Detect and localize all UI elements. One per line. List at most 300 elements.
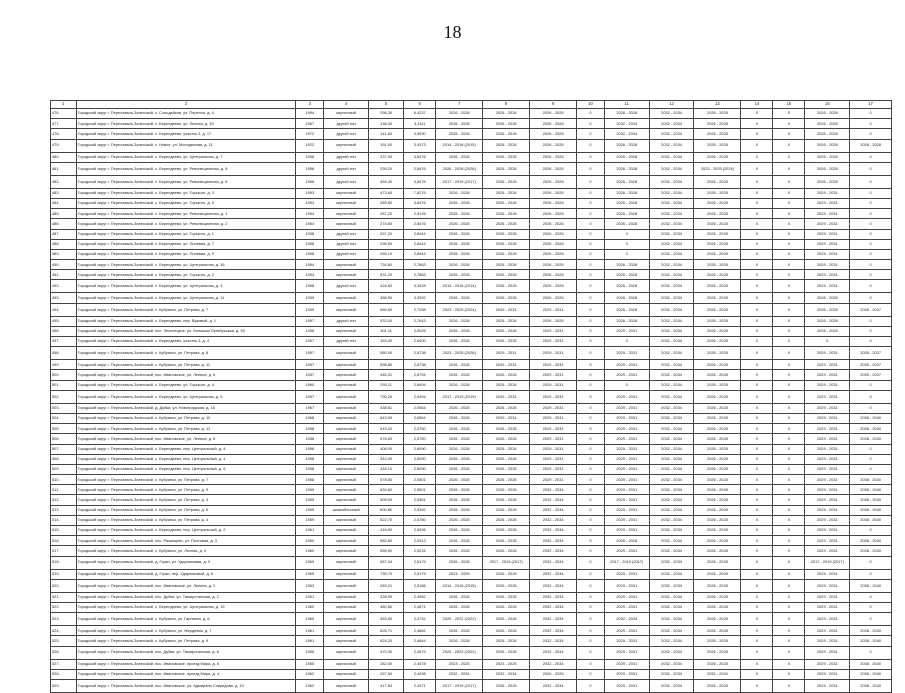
table-row — [51, 546, 892, 556]
table-cell: 0 — [850, 119, 892, 129]
table-cell: 2029 - 2031 — [483, 303, 530, 316]
table-row — [51, 556, 892, 569]
table-cell: 0 — [577, 659, 605, 669]
table-cell: 2026 - 2028 — [694, 129, 741, 139]
table-cell: 1957 — [296, 316, 324, 326]
table-cell: 2029 - 2031 — [604, 636, 649, 646]
table-cell: 0 — [577, 129, 605, 139]
table-cell: кирпичный — [324, 579, 369, 592]
table-cell: 2026 - 2028 — [483, 475, 530, 485]
table-row — [51, 229, 892, 239]
table-cell: 0 — [741, 293, 773, 303]
table-cell: 2032 - 2034 — [649, 198, 694, 208]
table-cell: 0 — [741, 239, 773, 249]
table-cell: 2026 - 2028 — [694, 602, 741, 612]
table-cell: 0 — [577, 119, 605, 129]
table-cell: 2029 - 2031 — [530, 413, 577, 423]
table-cell: 0 — [773, 515, 805, 525]
table-cell: 2032 - 2034 — [530, 569, 577, 579]
table-cell: кирпичный — [324, 626, 369, 636]
row-number-cell: 527. — [51, 659, 77, 669]
table-cell: 0 — [773, 636, 805, 646]
table-cell: 2026 - 2028 — [436, 546, 483, 556]
table-cell: 2026 - 2028 — [694, 485, 741, 495]
table-row — [51, 260, 892, 270]
address-cell: Городской округ г. Переславль-Залесский, с. Берендеево, ул. Центральная, д. 16 — [76, 260, 296, 270]
table-cell: 2026 - 2028 — [694, 209, 741, 219]
table-cell: 2026 - 2028 — [483, 249, 530, 259]
address-cell: Городской округ г. Переславль-Залесский, с. Берендеево, пер. Центральный, д. 2 — [76, 526, 296, 536]
table-cell: 2038 - 2040 — [850, 626, 892, 636]
table-cell: 2029 - 2031 — [805, 390, 850, 403]
row-number-cell: 511. — [51, 485, 77, 495]
table-cell: 2029 - 2031 — [805, 260, 850, 270]
table-cell: 2032 - 2034 — [649, 613, 694, 626]
table-cell: 2029 - 2031 — [805, 209, 850, 219]
table-cell: 2029 - 2031 — [805, 592, 850, 602]
table-cell: 2026 - 2028 — [483, 260, 530, 270]
address-cell: Городской округ г. Переславль-Залесский, пос. Ивановское, ул. Ленина, д. 6 — [76, 370, 296, 380]
table-cell: 2032 - 2034 — [649, 444, 694, 454]
table-cell: 2026 - 2028 — [530, 175, 577, 188]
table-cell: 2026 - 2028 — [436, 129, 483, 139]
table-cell: 2,4871 — [404, 602, 436, 612]
table-cell: 2026 - 2028 — [436, 485, 483, 495]
table-cell: 2,6494 — [404, 380, 436, 390]
table-cell: 2,5186 — [404, 579, 436, 592]
table-cell: 0 — [577, 175, 605, 188]
table-row — [51, 280, 892, 293]
table-cell: 2026 - 2028 — [694, 139, 741, 152]
table-cell: 0 — [577, 646, 605, 659]
table-row — [51, 434, 892, 444]
table-cell: 0 — [741, 646, 773, 659]
table-cell: 1967 — [296, 119, 324, 129]
table-cell: 2029 - 2031 — [805, 198, 850, 208]
table-cell: 1958 — [296, 464, 324, 474]
table-cell: 2,4644 — [404, 636, 436, 646]
table-cell: 2,8476 — [404, 219, 436, 229]
table-cell: 2026 - 2028 — [694, 679, 741, 692]
table-row — [51, 219, 892, 229]
table-cell: 2032 - 2034 — [649, 579, 694, 592]
table-cell: 2026 - 2028 — [483, 495, 530, 505]
column-number: 9 — [530, 101, 577, 109]
table-cell: 0 — [773, 526, 805, 536]
table-cell: 418,10 — [369, 464, 404, 474]
table-cell: 2026 - 2028 — [805, 139, 850, 152]
table-cell: 2032 - 2034 — [649, 546, 694, 556]
table-cell: 2038 - 2040 — [850, 536, 892, 546]
table-cell: 2,8476 — [404, 162, 436, 175]
table-cell: другой тип — [324, 337, 369, 347]
table-cell: 1954 — [296, 219, 324, 229]
table-cell: 1953 — [296, 579, 324, 592]
table-cell: кирпичный — [324, 109, 369, 119]
table-cell: 2,5216 — [404, 546, 436, 556]
table-cell: 2026 - 2028 — [436, 536, 483, 546]
table-row — [51, 403, 892, 413]
table-cell: 2026 - 2028 — [530, 219, 577, 229]
table-cell: 2029 - 2031 — [805, 413, 850, 423]
table-cell: 2032 - 2034 — [649, 280, 694, 293]
table-cell: 2026 - 2028 — [694, 569, 741, 579]
table-cell: 0 — [577, 569, 605, 579]
table-cell: 2029 - 2031 — [805, 659, 850, 669]
table-cell: 0 — [773, 229, 805, 239]
table-cell: 0 — [741, 592, 773, 602]
table-cell: 2029 - 2031 — [805, 526, 850, 536]
table-cell: 2029 - 2031 — [530, 390, 577, 403]
table-cell: 2029 - 2031 — [530, 403, 577, 413]
address-cell: Городской округ г. Переславль-Залесский, с. Кубринск, ул. Петрова, д. 7 — [76, 475, 296, 485]
table-cell: 0 — [773, 579, 805, 592]
table-cell: 0 — [604, 239, 649, 249]
table-cell: 2,5501 — [404, 485, 436, 495]
table-cell: 2,6400 — [404, 337, 436, 347]
table-cell: 2029 - 2031 — [530, 326, 577, 336]
table-cell: 2032 - 2034 — [649, 592, 694, 602]
table-cell: 576,60 — [369, 434, 404, 444]
table-cell: 2017 - 2019 (2017) — [805, 556, 850, 569]
table-cell: 2,0564 — [404, 403, 436, 413]
table-cell: 0 — [577, 556, 605, 569]
table-cell: 2,5780 — [404, 515, 436, 525]
table-cell: 2032 - 2034 — [649, 602, 694, 612]
table-cell: 1967 — [296, 337, 324, 347]
table-row — [51, 454, 892, 464]
table-cell: 2026 - 2028 — [604, 293, 649, 303]
table-cell: 2026 - 2028 — [483, 162, 530, 175]
table-cell: 2035 - 2037 — [850, 303, 892, 316]
table-cell: 2032 - 2034 — [649, 293, 694, 303]
table-cell: 0 — [773, 380, 805, 390]
table-cell: 2029 - 2031 — [604, 370, 649, 380]
table-cell: 2026 - 2028 — [483, 280, 530, 293]
table-cell: 2026 - 2028 — [483, 209, 530, 219]
table-cell: кирпичный — [324, 592, 369, 602]
table-cell: 2,6738 — [404, 347, 436, 360]
table-cell: 2029 - 2031 — [805, 270, 850, 280]
address-cell: Городской округ г. Переславль-Залесский, с. Берендеево, пер. Вузовый, д. 1 — [76, 316, 296, 326]
table-cell: 2032 - 2034 — [649, 129, 694, 139]
table-cell: 2026 - 2028 — [436, 380, 483, 390]
row-number-cell: 487. — [51, 229, 77, 239]
table-cell: 2017 - 2019 (2017) — [604, 556, 649, 569]
table-cell: 2026 - 2028 — [483, 526, 530, 536]
table-cell: 2026 - 2028 — [436, 626, 483, 636]
table-cell: 0 — [741, 444, 773, 454]
table-row — [51, 129, 892, 139]
address-cell: Городской округ г. Переславль-Залесский, с. Кубринск, ул. Гарнизон, д. 6 — [76, 613, 296, 626]
table-cell: 2026 - 2028 — [483, 536, 530, 546]
table-cell: 0 — [850, 270, 892, 280]
table-cell: 0 — [577, 424, 605, 434]
table-cell: 2029 - 2031 — [805, 347, 850, 360]
table-cell: 2026 - 2028 — [436, 249, 483, 259]
table-cell: 0 — [577, 109, 605, 119]
table-cell: 0 — [850, 646, 892, 659]
table-cell: 2026 - 2028 — [850, 139, 892, 152]
table-cell: 2026 - 2028 — [436, 413, 483, 423]
table-cell: 2026 - 2028 — [805, 316, 850, 326]
table-row — [51, 424, 892, 434]
table-cell: 2026 - 2028 — [436, 454, 483, 464]
table-row — [51, 316, 892, 326]
table-cell: 2032 - 2034 — [649, 152, 694, 162]
table-cell: 0 — [577, 546, 605, 556]
address-cell: Городской округ г. Переславль-Залесский, с. Берендеево, ул. Революционная, д. 1 — [76, 209, 296, 219]
table-cell: 2032 - 2034 — [530, 495, 577, 505]
table-cell: 2,6090 — [404, 454, 436, 464]
table-cell: 0 — [741, 370, 773, 380]
table-cell: 3,8476 — [404, 198, 436, 208]
table-cell: 2029 - 2031 — [805, 403, 850, 413]
table-cell: 2032 - 2034 — [649, 303, 694, 316]
table-cell: 2,9126 — [404, 209, 436, 219]
column-number: 8 — [483, 101, 530, 109]
table-cell: 2029 - 2031 — [530, 434, 577, 444]
table-cell: 2032 - 2034 — [530, 602, 577, 612]
table-cell: 0 — [850, 209, 892, 219]
table-cell: 790,20 — [369, 390, 404, 403]
table-cell: 2026 - 2028 — [436, 209, 483, 219]
table-cell: 0 — [741, 636, 773, 646]
table-cell: 2029 - 2031 — [483, 347, 530, 360]
table-row — [51, 592, 892, 602]
row-number-cell: 509. — [51, 464, 77, 474]
table-row — [51, 162, 892, 175]
table-cell: 0 — [741, 303, 773, 316]
table-cell: 0 — [577, 293, 605, 303]
table-cell: 0 — [773, 370, 805, 380]
table-cell: 1957 — [296, 360, 324, 370]
table-cell: 1958 — [296, 249, 324, 259]
table-cell: 0 — [850, 198, 892, 208]
table-cell: 2026 - 2028 — [483, 337, 530, 347]
table-cell: кирпичный — [324, 270, 369, 280]
table-row — [51, 293, 892, 303]
table-cell: 0 — [741, 316, 773, 326]
table-cell: 0 — [773, 198, 805, 208]
table-cell: 0 — [741, 569, 773, 579]
table-cell: 1959 — [296, 515, 324, 525]
table-cell: 2032 - 2034 — [649, 139, 694, 152]
table-cell: 265,10 — [369, 249, 404, 259]
table-cell: 237,00 — [369, 152, 404, 162]
column-number: 11 — [604, 101, 649, 109]
row-number-cell: 519. — [51, 569, 77, 579]
table-cell: 2026 - 2028 — [604, 198, 649, 208]
table-cell: другой тип — [324, 152, 369, 162]
table-cell: кирпичный — [324, 209, 369, 219]
table-cell: 0 — [850, 239, 892, 249]
table-cell: 480,60 — [369, 602, 404, 612]
table-cell: 0 — [773, 485, 805, 495]
table-cell: 2026 - 2028 — [694, 249, 741, 259]
table-cell: 2032 - 2034 — [530, 505, 577, 515]
table-cell: 0 — [773, 413, 805, 423]
table-cell: 0 — [577, 370, 605, 380]
table-cell: 2026 - 2028 — [530, 198, 577, 208]
table-cell: 2026 - 2028 — [694, 464, 741, 474]
table-cell: 0 — [577, 360, 605, 370]
table-cell: 2038 - 2040 — [850, 546, 892, 556]
table-cell: 2026 - 2028 — [436, 444, 483, 454]
table-cell: 2026 - 2028 — [694, 556, 741, 569]
table-cell: 2029 - 2031 — [805, 646, 850, 659]
table-cell: 2029 - 2031 — [805, 636, 850, 646]
table-cell: 2035 - 2037 — [850, 370, 892, 380]
table-cell: 0 — [577, 536, 605, 546]
table-cell: кирпичный — [324, 546, 369, 556]
table-cell: 2026 - 2028 — [805, 175, 850, 188]
table-cell: 0 — [577, 337, 605, 347]
table-cell: 408,00 — [369, 444, 404, 454]
column-number: 17 — [850, 101, 892, 109]
table-cell: 2029 - 2031 — [805, 424, 850, 434]
table-cell: 0 — [741, 536, 773, 546]
table-cell: 2026 - 2028 — [436, 556, 483, 569]
table-cell: 2032 - 2034 — [530, 579, 577, 592]
table-cell: 274,60 — [369, 219, 404, 229]
table-cell: 0 — [741, 360, 773, 370]
table-cell: 2,4438 — [404, 669, 436, 679]
table-cell: 0 — [850, 293, 892, 303]
table-cell: 2032 - 2034 — [604, 119, 649, 129]
table-cell: 0 — [577, 326, 605, 336]
table-cell: 2029 - 2031 — [805, 188, 850, 198]
address-cell: Городской округ г. Переславль-Залесский, с. Кубринск, ул. Петрова, д. 9 — [76, 636, 296, 646]
table-cell: 2038 - 2040 — [850, 636, 892, 646]
table-cell: 2032 - 2034 — [649, 219, 694, 229]
table-cell: 2026 - 2028 — [694, 347, 741, 360]
table-cell: 2026 - 2028 — [694, 360, 741, 370]
table-cell: 1938 — [296, 229, 324, 239]
table-cell: 2014 - 2016 (2015) — [436, 579, 483, 592]
table-cell: 0 — [741, 679, 773, 692]
table-cell: 2026 - 2028 — [604, 209, 649, 219]
table-cell: 0 — [741, 175, 773, 188]
table-cell: 2,5179 — [404, 569, 436, 579]
table-cell: 2,8444 — [404, 229, 436, 239]
table-cell: 1958 — [296, 454, 324, 464]
table-cell: 2032 - 2034 — [649, 370, 694, 380]
table-cell: 2026 - 2028 — [530, 119, 577, 129]
table-cell: 3,5930 — [404, 129, 436, 139]
table-cell: 2026 - 2028 — [530, 209, 577, 219]
table-cell: 2029 - 2031 — [604, 424, 649, 434]
table-cell: 2026 - 2028 — [805, 119, 850, 129]
column-number: 10 — [577, 101, 605, 109]
table-cell: 2032 - 2034 — [649, 434, 694, 444]
table-cell: 0 — [577, 188, 605, 198]
table-cell: 0 — [773, 152, 805, 162]
table-row — [51, 370, 892, 380]
table-row — [51, 119, 892, 129]
table-cell: 1958 — [296, 475, 324, 485]
table-cell: 2026 - 2028 — [604, 175, 649, 188]
table-cell: 2023 - 2025 — [436, 659, 483, 669]
table-cell: 0 — [741, 424, 773, 434]
table-cell: 2029 - 2031 — [805, 249, 850, 259]
table-cell: кирпичный — [324, 303, 369, 316]
table-cell: 1954 — [296, 209, 324, 219]
table-cell: 2,7883 — [404, 260, 436, 270]
table-row — [51, 495, 892, 505]
table-cell: 2029 - 2031 — [604, 669, 649, 679]
table-cell: 2,0025 — [404, 326, 436, 336]
table-cell: 2,5336 — [404, 526, 436, 536]
table-cell: 0 — [773, 434, 805, 444]
table-cell: 2017 - 2019 (2017) — [483, 556, 530, 569]
table-cell: 2026 - 2028 — [530, 162, 577, 175]
table-cell: 2026 - 2028 — [694, 293, 741, 303]
row-number-cell: 479. — [51, 139, 77, 152]
table-cell: 0 — [577, 249, 605, 259]
table-cell: 2,6564 — [404, 413, 436, 423]
table-cell: 2032 - 2034 — [604, 613, 649, 626]
table-cell: 0 — [850, 188, 892, 198]
table-cell: 297,20 — [369, 229, 404, 239]
table-cell: 2029 - 2031 — [805, 569, 850, 579]
table-cell: 0 — [577, 162, 605, 175]
table-cell: 0 — [850, 280, 892, 293]
table-cell: 0 — [577, 403, 605, 413]
table-cell: 0 — [850, 403, 892, 413]
table-cell: 0 — [773, 129, 805, 139]
table-cell: 2026 - 2028 — [530, 229, 577, 239]
row-number-cell: 508. — [51, 454, 77, 464]
table-cell: 2026 - 2028 — [483, 370, 530, 380]
table-cell: 2029 - 2031 — [604, 475, 649, 485]
table-cell: 0 — [850, 249, 892, 259]
table-cell: 0 — [741, 209, 773, 219]
table-row — [51, 626, 892, 636]
table-cell: 0 — [741, 119, 773, 129]
row-number-cell: 529. — [51, 679, 77, 692]
table-cell: 0 — [850, 613, 892, 626]
table-cell: 2026 - 2028 — [483, 109, 530, 119]
table-cell: 2026 - 2028 — [805, 293, 850, 303]
table-cell: 1969 — [296, 569, 324, 579]
table-cell: 2026 - 2028 — [694, 260, 741, 270]
table-cell: 2032 - 2034 — [649, 505, 694, 515]
address-cell: Городской округ г. Переславль-Залесский, с. Новое, ул. Молодежная, д. 11 — [76, 139, 296, 152]
table-cell: 2032 - 2034 — [649, 360, 694, 370]
table-cell: 0 — [850, 444, 892, 454]
row-number-cell: 503. — [51, 403, 77, 413]
table-cell: 2026 - 2028 — [530, 152, 577, 162]
table-cell: 2035 - 2037 — [850, 360, 892, 370]
table-row — [51, 270, 892, 280]
table-cell: 2026 - 2028 — [694, 303, 741, 316]
table-cell: 2032 - 2034 — [649, 188, 694, 198]
table-cell: 624,20 — [369, 636, 404, 646]
table-cell: 438,61 — [369, 403, 404, 413]
table-cell: 0 — [577, 434, 605, 444]
address-cell: Городской округ г. Переславль-Залесский, с. Сольдейков, ул. Перепчи, д. 4 — [76, 109, 296, 119]
table-cell: 2,4682 — [404, 626, 436, 636]
table-row — [51, 669, 892, 679]
table-cell: 2032 - 2034 — [649, 316, 694, 326]
table-row — [51, 413, 892, 423]
table-cell: 2029 - 2031 — [483, 413, 530, 423]
address-cell: Городской округ г. Переславль-Залесский, с. Кубринск, ул. Петрова, д. 7 — [76, 303, 296, 316]
table-cell: 0 — [577, 316, 605, 326]
row-number-cell: 491. — [51, 270, 77, 280]
table-cell: 0 — [577, 579, 605, 592]
